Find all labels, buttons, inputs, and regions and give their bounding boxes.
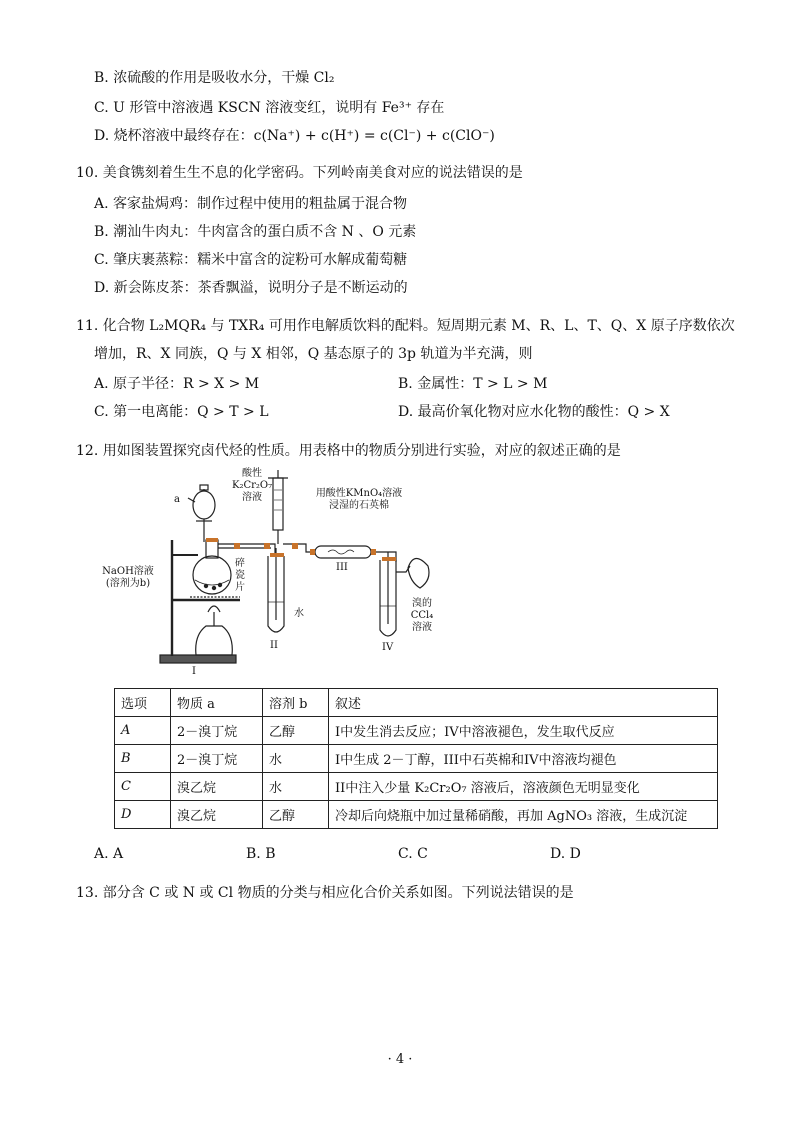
table-row [115,717,718,745]
q11-option-c: C. 第一电离能：Q > T > L [94,404,269,420]
table-cell: 水 [263,773,329,801]
stand-base [160,655,236,663]
table-cell: B [115,745,171,773]
label-br-ccl4: 溴的 CCl₄ 溶液 [410,598,434,633]
label-naoh: NaOH溶液 (溶剂为b) [102,566,154,589]
table-cell: 溴乙烷 [171,801,263,829]
q12-answer-b: B. B [246,846,276,862]
table-cell: 冷却后向烧瓶中加过量稀硝酸，再加 AgNO₃ 溶液，生成沉淀 [329,801,718,829]
q12-stem: 12. 用如图装置探究卤代烃的性质。用表格中的物质分别进行实验，对应的叙述正确的是 [76,443,621,459]
header-cell: 溶剂 b [263,689,329,717]
q10-stem: 10. 美食镌刻着生生不息的化学密码。下列岭南美食对应的说法错误的是 [76,165,523,181]
table-row [115,745,718,773]
table-cell: 乙醇 [263,717,329,745]
header-cell: 物质 a [171,689,263,717]
q11-option-a: A. 原子半径：R > X > M [94,376,260,392]
q11-option-b: B. 金属性：T > L > M [398,376,548,392]
table-cell: 2－溴丁烷 [171,745,263,773]
table-cell: A [115,717,171,745]
label-iv: IV [382,642,394,653]
q12-answer-a: A. A [94,846,124,862]
table-header-row [115,689,718,717]
label-ii: II [270,640,278,651]
label-kmno4-wool: 用酸性KMnO₄溶液 浸湿的石英棉 [315,488,403,511]
balloon [408,558,429,588]
header-cell: 选项 [115,689,171,717]
table-cell: I中发生消去反应；IV中溶液褪色，发生取代反应 [329,717,718,745]
label-water: 水 [294,608,304,619]
q11-stem-line1: 11. 化合物 L₂MQR₄ 与 TXR₄ 可用作电解质饮料的配料。短周期元素 M、R、L、T、Q、X 原子序数依次 [76,318,735,334]
quartz-wool-tube [315,546,371,558]
table-row [115,801,718,829]
separatory-funnel [193,491,215,519]
q10-option-c: C. 肇庆裹蒸粽：糯米中富含的淀粉可水解成葡萄糖 [94,252,408,268]
q10-option-b: B. 潮汕牛肉丸：牛肉富含的蛋白质不含 N 、O 元素 [94,224,417,240]
table-cell: 2－溴丁烷 [171,717,263,745]
q9-option-d: D. 烧杯溶液中最终存在：c(Na⁺) + c(H⁺) = c(Cl⁻) + c(ClO⁻) [94,128,495,144]
label-acid-k2cr2o7: 酸性 K₂Cr₂O₇ 溶液 [232,468,273,503]
q11-stem-line2: 增加，R、X 同族，Q 与 X 相邻，Q 基态原子的 3p 轨道为半充满，则 [94,346,533,362]
table-cell: I中生成 2－丁醇，III中石英棉和IV中溶液均褪色 [329,745,718,773]
q9-option-b: B. 浓硫酸的作用是吸收水分，干燥 Cl₂ [94,70,335,86]
q9-option-c: C. U 形管中溶液遇 KSCN 溶液变红，说明有 Fe³⁺ 存在 [94,100,445,116]
q13-stem: 13. 部分含 C 或 N 或 Cl 物质的分类与相应化合价关系如图。下列说法错误的是 [76,885,574,901]
table-row [115,773,718,801]
q12-answer-c: C. C [398,846,428,862]
label-iii: III [336,562,348,573]
options-table [114,688,718,829]
q12-answer-d: D. D [550,846,581,862]
table-cell: D [115,801,171,829]
table-cell: 乙醇 [263,801,329,829]
table-cell: C [115,773,171,801]
q10-option-a: A. 客家盐焗鸡：制作过程中使用的粗盐属于混合物 [94,196,408,212]
table-cell: 水 [263,745,329,773]
label-porcelain: 碎 瓷 片 [235,558,245,593]
table-cell: II中注入少量 K₂Cr₂O₇ 溶液后，溶液颜色无明显变化 [329,773,718,801]
q11-option-d: D. 最高价氧化物对应水化物的酸性：Q > X [398,404,670,420]
alcohol-lamp [196,626,233,655]
label-i: I [192,666,196,677]
q10-option-d: D. 新会陈皮茶：茶香飘溢，说明分子是不断运动的 [94,280,408,296]
table-cell: 溴乙烷 [171,773,263,801]
header-cell: 叙述 [329,689,718,717]
syringe [273,478,283,530]
page-number: · 4 · [387,1052,413,1067]
label-a: a [174,494,180,505]
